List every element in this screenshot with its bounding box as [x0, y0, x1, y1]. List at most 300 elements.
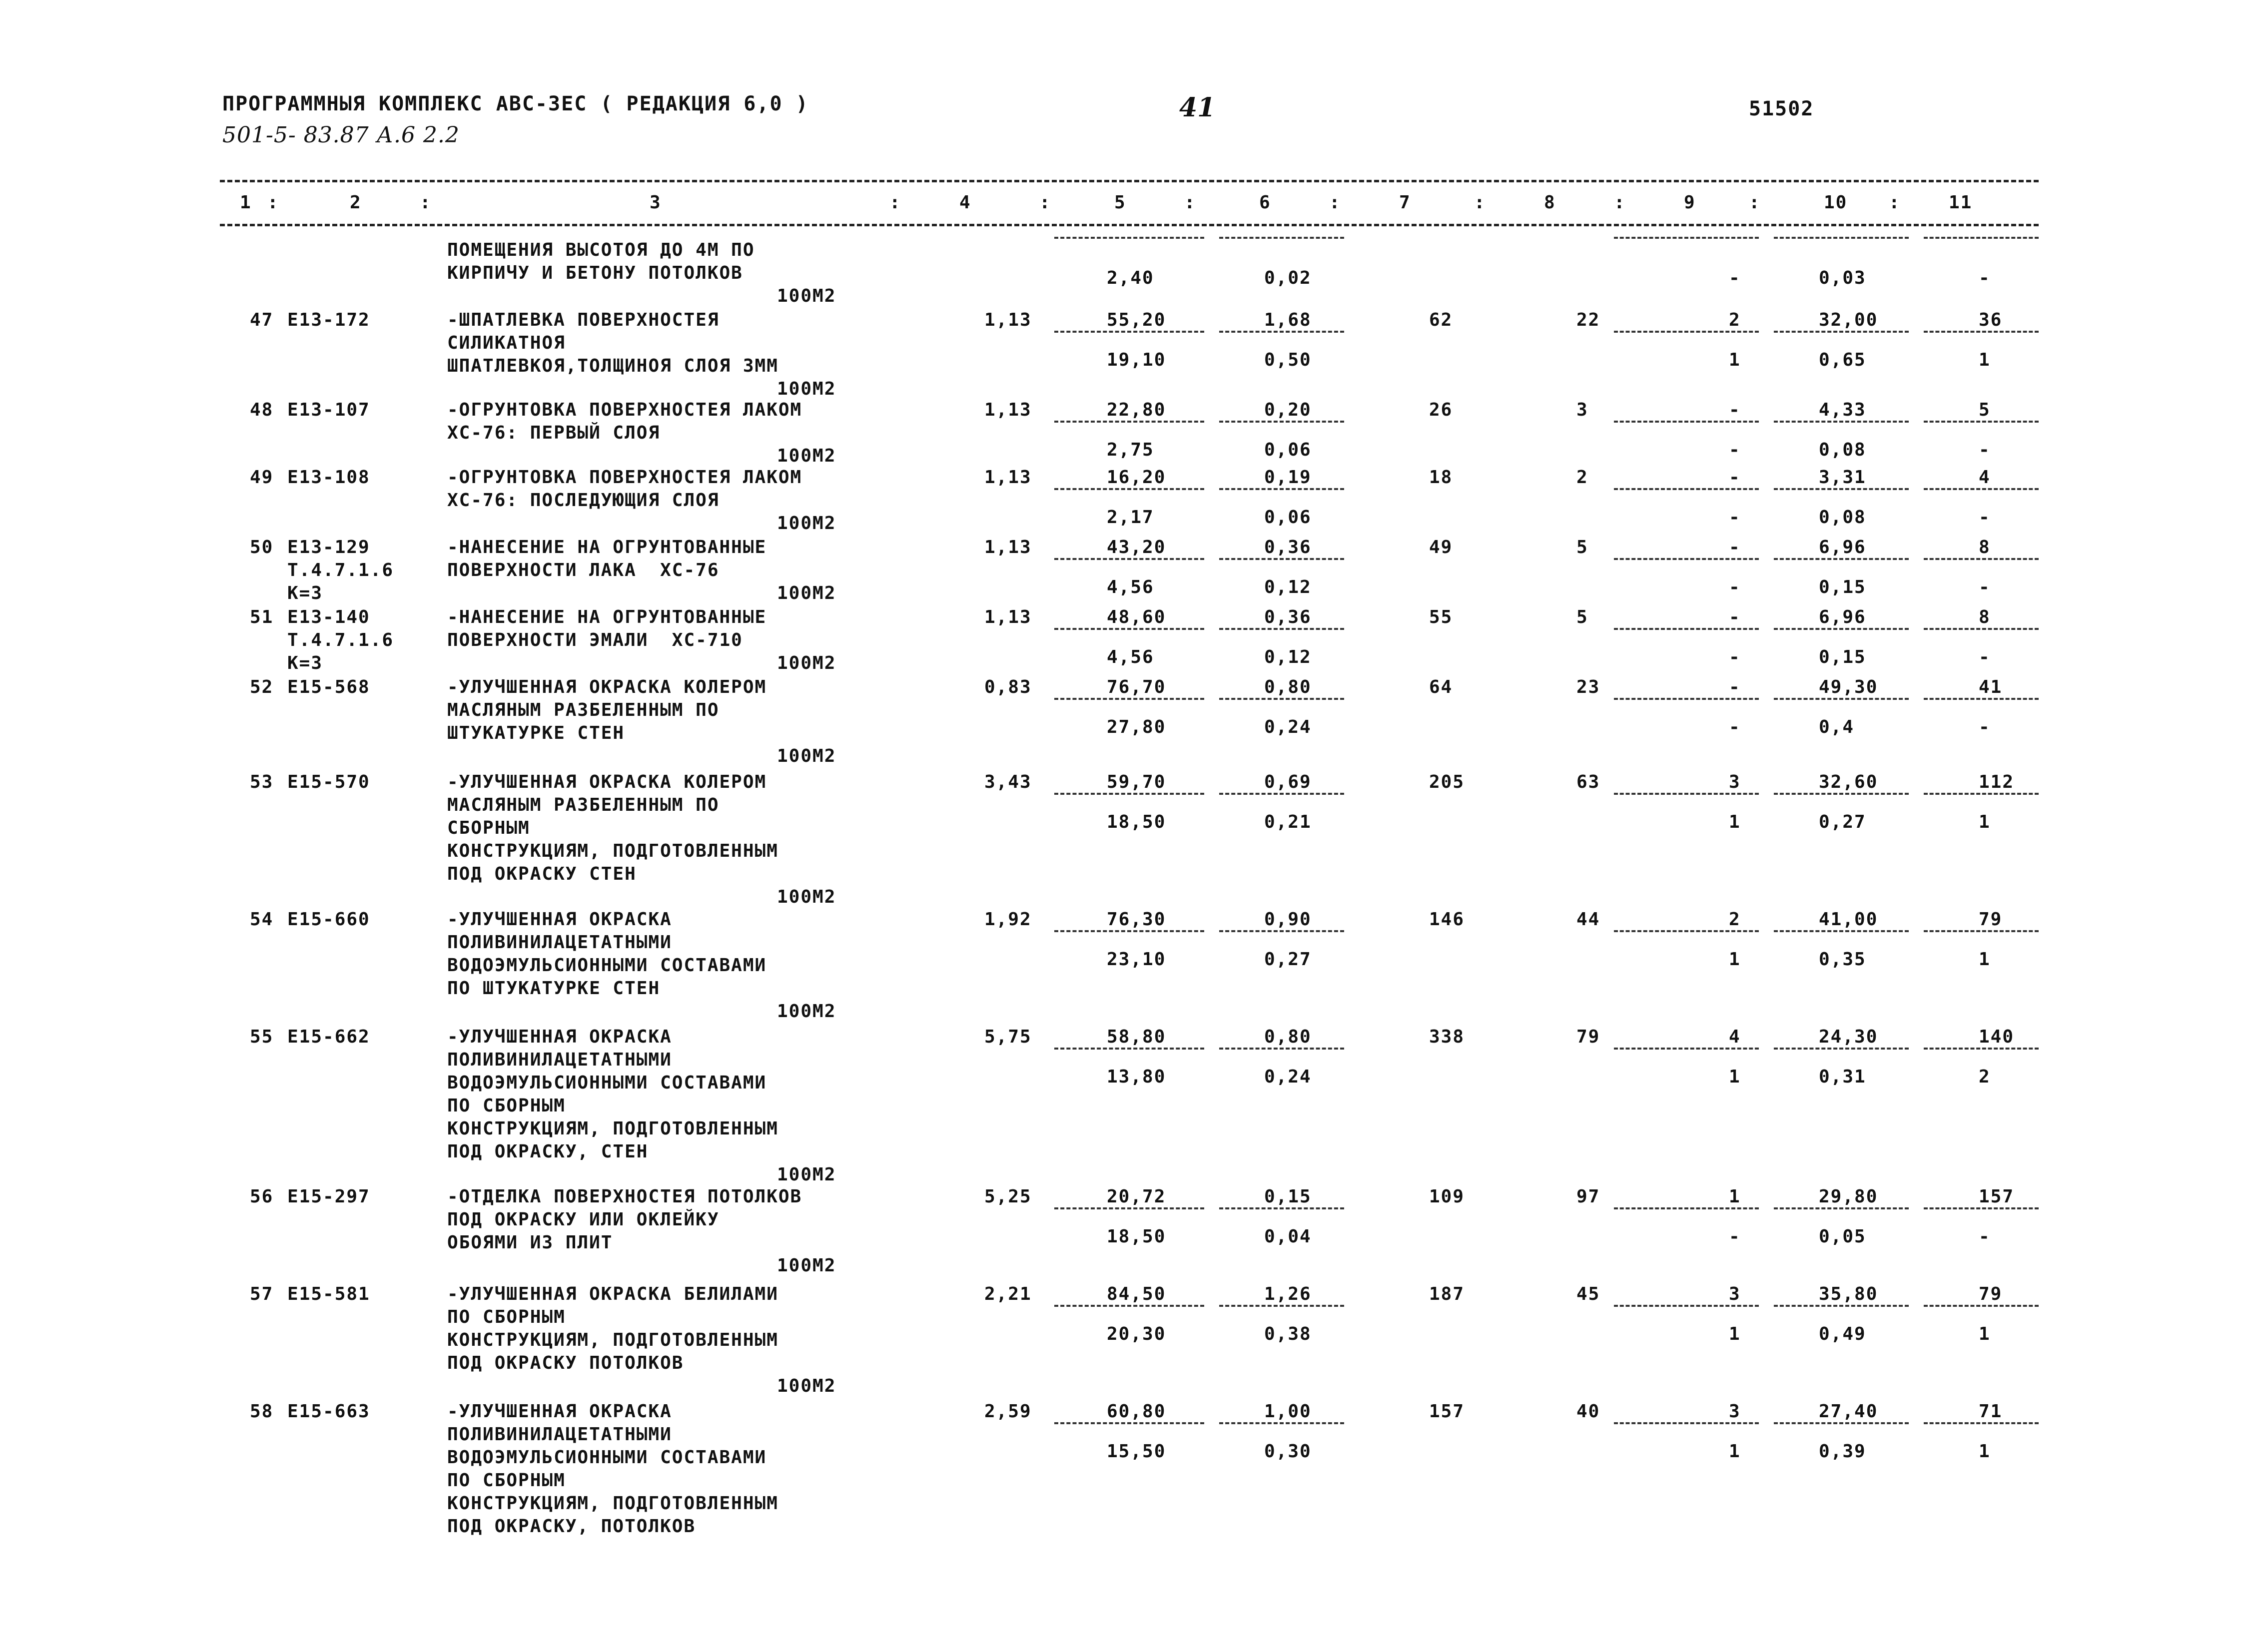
- cell-separator: [1219, 698, 1344, 700]
- measure-unit: 100М2: [777, 286, 836, 306]
- work-description-line: ПОЛИВИНИЛАЦЕТАТНЫМИ: [447, 1050, 672, 1070]
- column-header-19: :: [1889, 192, 1901, 213]
- cell-separator: [1614, 1422, 1759, 1424]
- work-description-line: -ОТДЕЛКА ПОВЕРХНОСТЕЯ ПОТОЛКОВ: [447, 1186, 802, 1207]
- value-c6: 0,19: [1264, 467, 1312, 488]
- value-c5: 76,30: [1107, 909, 1166, 930]
- measure-unit: 100М2: [777, 379, 836, 399]
- value-c9: 3: [1729, 772, 1741, 792]
- value-c5b: 23,10: [1107, 949, 1166, 970]
- value-c11: 4: [1979, 467, 1991, 488]
- value-c5: 60,80: [1107, 1401, 1166, 1422]
- value-c5b: 18,50: [1107, 1226, 1166, 1247]
- cell-separator: [1924, 1305, 2039, 1307]
- row-number: 57: [250, 1284, 274, 1304]
- value-c6: 0,20: [1264, 400, 1312, 420]
- cell-separator: [1054, 628, 1204, 630]
- rate-code: Е15-662: [287, 1027, 370, 1047]
- value-c9b: -: [1729, 1226, 1741, 1247]
- work-description-line: ПО СБОРНЫМ: [447, 1096, 566, 1116]
- cell-separator: [1924, 237, 2039, 239]
- cell-separator: [1774, 558, 1909, 560]
- value-c6: 0,90: [1264, 909, 1312, 930]
- row-number: 55: [250, 1027, 274, 1047]
- row-number: 47: [250, 310, 274, 330]
- value-c9b: 1: [1729, 1067, 1741, 1087]
- value-c5: 58,80: [1107, 1027, 1166, 1047]
- value-c11b: -: [1979, 647, 1991, 667]
- value-c11b: 1: [1979, 1324, 1991, 1344]
- value-c6: 1,00: [1264, 1401, 1312, 1422]
- work-description-line: ХС-76: ПЕРВЫЙ СЛОЯ: [447, 423, 661, 443]
- value-c9b: 1: [1729, 812, 1741, 832]
- value-c4: 5,25: [984, 1186, 1032, 1207]
- value-c10b: 0,03: [1819, 268, 1866, 288]
- value-c10b: 0,27: [1819, 812, 1866, 832]
- value-c6b: 0,12: [1264, 647, 1312, 667]
- rate-coefficient: К=3: [287, 653, 323, 673]
- value-c9b: 1: [1729, 1441, 1741, 1462]
- value-c5: 22,80: [1107, 400, 1166, 420]
- value-c10: 6,96: [1819, 537, 1866, 557]
- cell-separator: [1219, 930, 1344, 932]
- rate-code: Е15-568: [287, 677, 370, 697]
- cell-separator: [1219, 628, 1344, 630]
- measure-unit: 100М2: [777, 513, 836, 534]
- value-c7: 62: [1429, 310, 1453, 330]
- value-c7: 146: [1429, 909, 1465, 930]
- column-header-17: :: [1749, 192, 1761, 213]
- value-c8: 97: [1576, 1186, 1600, 1207]
- value-c6: 0,80: [1264, 1027, 1312, 1047]
- cell-separator: [1924, 1207, 2039, 1209]
- value-c10b: 0,15: [1819, 647, 1866, 667]
- cell-separator: [1774, 488, 1909, 490]
- cell-separator: [1774, 421, 1909, 423]
- value-c10: 49,30: [1819, 677, 1878, 697]
- value-c8: 40: [1576, 1401, 1600, 1422]
- value-c4: 2,59: [984, 1401, 1032, 1422]
- cell-separator: [1219, 237, 1344, 239]
- value-c11b: -: [1979, 1226, 1991, 1247]
- value-c8: 63: [1576, 772, 1600, 792]
- value-c8: 22: [1576, 310, 1600, 330]
- work-description-line: -ОГРУНТОВКА ПОВЕРХНОСТЕЯ ЛАКОМ: [447, 400, 802, 420]
- cell-separator: [1924, 421, 2039, 423]
- value-c5b: 4,56: [1107, 647, 1154, 667]
- row-number: 58: [250, 1401, 274, 1422]
- cell-separator: [1924, 558, 2039, 560]
- value-c11: 157: [1979, 1186, 2015, 1207]
- cell-separator: [1774, 237, 1909, 239]
- cell-separator: [1054, 237, 1204, 239]
- measure-unit: 100М2: [777, 1164, 836, 1185]
- row-number: 53: [250, 772, 274, 792]
- cell-separator: [1614, 793, 1759, 795]
- cell-separator: [1774, 1422, 1909, 1424]
- work-description-line: ХС-76: ПОСЛЕДУЮЩИЯ СЛОЯ: [447, 490, 720, 511]
- value-c5: 16,20: [1107, 467, 1166, 488]
- value-c10b: 0,49: [1819, 1324, 1866, 1344]
- row-number: 56: [250, 1186, 274, 1207]
- cell-separator: [1924, 1048, 2039, 1050]
- value-c4: 1,13: [984, 467, 1032, 488]
- cell-separator: [1054, 1305, 1204, 1307]
- work-description-line: ПОЛИВИНИЛАЦЕТАТНЫМИ: [447, 932, 672, 953]
- rate-code-note: Т.4.7.1.6: [287, 630, 394, 650]
- cell-separator: [1774, 793, 1909, 795]
- work-description-line: -УЛУЧШЕННАЯ ОКРАСКА: [447, 909, 672, 930]
- work-description-line: ПОМЕЩЕНИЯ ВЫСОТОЯ ДО 4М ПО: [447, 240, 755, 260]
- work-description-line: -УЛУЧШЕННАЯ ОКРАСКА: [447, 1027, 672, 1047]
- cell-separator: [1054, 1207, 1204, 1209]
- column-header-4: 3: [650, 192, 662, 213]
- value-c9: 3: [1729, 1401, 1741, 1422]
- value-c4: 2,21: [984, 1284, 1032, 1304]
- cell-separator: [1774, 930, 1909, 932]
- value-c11: 140: [1979, 1027, 2015, 1047]
- value-c8: 23: [1576, 677, 1600, 697]
- measure-unit: 100М2: [777, 446, 836, 466]
- value-c5: 76,70: [1107, 677, 1166, 697]
- value-c6b: 0,02: [1264, 268, 1312, 288]
- column-header-14: 8: [1544, 192, 1556, 213]
- work-description-line: ШПАТЛЕВКОЯ,ТОЛЩИНОЯ СЛОЯ 3ММ: [447, 356, 778, 376]
- value-c9b: -: [1729, 440, 1741, 460]
- cell-separator: [1219, 1305, 1344, 1307]
- cell-separator: [1054, 488, 1204, 490]
- row-number: 50: [250, 537, 274, 557]
- value-c7: 187: [1429, 1284, 1465, 1304]
- value-c10: 35,80: [1819, 1284, 1878, 1304]
- value-c11b: -: [1979, 577, 1991, 597]
- value-c10b: 0,65: [1819, 350, 1866, 370]
- document-code: 51502: [1749, 97, 1814, 120]
- value-c10b: 0,08: [1819, 507, 1866, 528]
- value-c7: 18: [1429, 467, 1453, 488]
- value-c6: 0,36: [1264, 607, 1312, 627]
- work-description-line: -НАНЕСЕНИЕ НА ОГРУНТОВАННЫЕ: [447, 537, 767, 557]
- cell-separator: [1924, 1422, 2039, 1424]
- value-c4: 1,13: [984, 400, 1032, 420]
- column-header-13: :: [1474, 192, 1486, 213]
- value-c10b: 0,31: [1819, 1067, 1866, 1087]
- page-number: 41: [1179, 92, 1216, 123]
- rate-coefficient: К=3: [287, 583, 323, 603]
- value-c5: 84,50: [1107, 1284, 1166, 1304]
- value-c11: 8: [1979, 607, 1991, 627]
- value-c9b: 1: [1729, 949, 1741, 970]
- program-title: ПРОГРАММНЫЯ КОМПЛЕКС АВС-ЗЕС ( РЕДАКЦИЯ 6,0 ): [222, 92, 809, 115]
- value-c8: 3: [1576, 400, 1588, 420]
- work-description-line: МАСЛЯНЫМ РАЗБЕЛЕННЫМ ПО: [447, 795, 720, 815]
- value-c10: 41,00: [1819, 909, 1878, 930]
- column-header-12: 7: [1399, 192, 1411, 213]
- value-c9: -: [1729, 467, 1741, 488]
- value-c9b: -: [1729, 507, 1741, 528]
- rate-code: Е13-172: [287, 310, 370, 330]
- work-description-line: ПОД ОКРАСКУ, СТЕН: [447, 1141, 649, 1162]
- measure-unit: 100М2: [777, 583, 836, 603]
- column-header-20: 11: [1949, 192, 1973, 213]
- value-c11: 79: [1979, 909, 2003, 930]
- cell-separator: [1774, 331, 1909, 333]
- work-description-line: КОНСТРУКЦИЯМ, ПОДГОТОВЛЕННЫМ: [447, 1118, 778, 1139]
- value-c7: 205: [1429, 772, 1465, 792]
- value-c6b: 0,06: [1264, 507, 1312, 528]
- cell-separator: [1924, 793, 2039, 795]
- column-header-8: 5: [1114, 192, 1126, 213]
- value-c7: 49: [1429, 537, 1453, 557]
- value-c11: 5: [1979, 400, 1991, 420]
- value-c7: 109: [1429, 1186, 1465, 1207]
- work-description-line: КОНСТРУКЦИЯМ, ПОДГОТОВЛЕННЫМ: [447, 841, 778, 861]
- value-c9: 2: [1729, 310, 1741, 330]
- measure-unit: 100М2: [777, 653, 836, 673]
- work-description-line: -ОГРУНТОВКА ПОВЕРХНОСТЕЯ ЛАКОМ: [447, 467, 802, 488]
- work-description-line: ВОДОЭМУЛЬСИОННЫМИ СОСТАВАМИ: [447, 955, 767, 976]
- value-c10: 6,96: [1819, 607, 1866, 627]
- value-c4: 5,75: [984, 1027, 1032, 1047]
- value-c4: 0,83: [984, 677, 1032, 697]
- row-number: 51: [250, 607, 274, 627]
- value-c9b: 1: [1729, 350, 1741, 370]
- cell-separator: [1614, 1207, 1759, 1209]
- cell-separator: [1054, 930, 1204, 932]
- value-c5b: 13,80: [1107, 1067, 1166, 1087]
- value-c8: 2: [1576, 467, 1588, 488]
- work-description-line: КОНСТРУКЦИЯМ, ПОДГОТОВЛЕННЫМ: [447, 1330, 778, 1350]
- value-c6b: 0,12: [1264, 577, 1312, 597]
- cell-separator: [1614, 698, 1759, 700]
- cell-separator: [1054, 793, 1204, 795]
- cell-separator: [1774, 628, 1909, 630]
- work-description-line: -УЛУЧШЕННАЯ ОКРАСКА КОЛЕРОМ: [447, 772, 767, 792]
- value-c10b: 0,39: [1819, 1441, 1866, 1462]
- value-c11b: 2: [1979, 1067, 1991, 1087]
- value-c11: 71: [1979, 1401, 2003, 1422]
- work-description-line: ОБОЯМИ ИЗ ПЛИТ: [447, 1232, 613, 1253]
- measure-unit: 100М2: [777, 746, 836, 766]
- value-c4: 3,43: [984, 772, 1032, 792]
- value-c7: 26: [1429, 400, 1453, 420]
- value-c10: 29,80: [1819, 1186, 1878, 1207]
- value-c6b: 0,24: [1264, 1067, 1312, 1087]
- cell-separator: [1774, 698, 1909, 700]
- rate-code-note: Т.4.7.1.6: [287, 560, 394, 580]
- cell-separator: [1924, 628, 2039, 630]
- cell-separator: [1924, 488, 2039, 490]
- column-header-15: :: [1614, 192, 1626, 213]
- value-c7: 338: [1429, 1027, 1465, 1047]
- measure-unit: 100М2: [777, 887, 836, 907]
- value-c10: 32,60: [1819, 772, 1878, 792]
- value-c6: 0,15: [1264, 1186, 1312, 1207]
- measure-unit: 100М2: [777, 1376, 836, 1396]
- cell-separator: [1614, 331, 1759, 333]
- value-c5b: 27,80: [1107, 717, 1166, 737]
- column-header-5: :: [889, 192, 901, 213]
- value-c6: 0,80: [1264, 677, 1312, 697]
- value-c6b: 0,06: [1264, 440, 1312, 460]
- work-description-line: -УЛУЧШЕННАЯ ОКРАСКА: [447, 1401, 672, 1422]
- cell-separator: [1219, 488, 1344, 490]
- rate-code: Е13-107: [287, 400, 370, 420]
- cell-separator: [1054, 331, 1204, 333]
- work-description-line: ПОВЕРХНОСТИ ЭМАЛИ ХС-710: [447, 630, 743, 650]
- cell-separator: [1774, 1207, 1909, 1209]
- value-c10: 3,31: [1819, 467, 1866, 488]
- value-c11b: -: [1979, 717, 1991, 737]
- work-description-line: ПОД ОКРАСКУ, ПОТОЛКОВ: [447, 1516, 696, 1537]
- value-c5b: 2,75: [1107, 440, 1154, 460]
- value-c10: 32,00: [1819, 310, 1878, 330]
- value-c10b: 0,08: [1819, 440, 1866, 460]
- row-number: 48: [250, 400, 274, 420]
- work-description-line: СИЛИКАТНОЯ: [447, 333, 566, 353]
- column-header-0: 1: [240, 192, 252, 213]
- work-description-line: ПОД ОКРАСКУ ИЛИ ОКЛЕЙКУ: [447, 1209, 720, 1230]
- row-number: 52: [250, 677, 274, 697]
- value-c4: 1,92: [984, 909, 1032, 930]
- work-description-line: -УЛУЧШЕННАЯ ОКРАСКА КОЛЕРОМ: [447, 677, 767, 697]
- column-header-3: :: [420, 192, 432, 213]
- work-description-line: ПО СБОРНЫМ: [447, 1307, 566, 1327]
- cell-separator: [1219, 1207, 1344, 1209]
- work-description-line: КОНСТРУКЦИЯМ, ПОДГОТОВЛЕННЫМ: [447, 1493, 778, 1514]
- value-c5: 59,70: [1107, 772, 1166, 792]
- value-c9b: 1: [1729, 1324, 1741, 1344]
- row-number: 49: [250, 467, 274, 488]
- work-description-line: ПОВЕРХНОСТИ ЛАКА ХС-76: [447, 560, 720, 580]
- value-c5b: 20,30: [1107, 1324, 1166, 1344]
- work-description-line: ПОЛИВИНИЛАЦЕТАТНЫМИ: [447, 1424, 672, 1445]
- value-c8: 5: [1576, 607, 1588, 627]
- value-c6: 0,69: [1264, 772, 1312, 792]
- value-c8: 44: [1576, 909, 1600, 930]
- cell-separator: [1774, 1048, 1909, 1050]
- cell-separator: [1614, 930, 1759, 932]
- value-c10: 4,33: [1819, 400, 1866, 420]
- value-c5b: 2,40: [1107, 268, 1154, 288]
- value-c9: -: [1729, 400, 1741, 420]
- document-reference: 501-5- 83.87 А.6 2.2: [222, 122, 460, 148]
- cell-separator: [1219, 331, 1344, 333]
- column-header-6: 4: [959, 192, 971, 213]
- column-header-18: 10: [1824, 192, 1848, 213]
- value-c6b: 0,04: [1264, 1226, 1312, 1247]
- value-c5: 55,20: [1107, 310, 1166, 330]
- column-header-2: 2: [350, 192, 362, 213]
- cell-separator: [1774, 1305, 1909, 1307]
- value-c10b: 0,4: [1819, 717, 1855, 737]
- value-c10: 24,30: [1819, 1027, 1878, 1047]
- value-c5b: 2,17: [1107, 507, 1154, 528]
- value-c11b: 1: [1979, 350, 1991, 370]
- value-c11: 8: [1979, 537, 1991, 557]
- value-c11: 112: [1979, 772, 2015, 792]
- column-header-16: 9: [1684, 192, 1696, 213]
- value-c9b: -: [1729, 717, 1741, 737]
- rate-code: Е15-297: [287, 1186, 370, 1207]
- cell-separator: [1219, 421, 1344, 423]
- value-c6b: 0,21: [1264, 812, 1312, 832]
- value-c9: -: [1729, 607, 1741, 627]
- value-c11b: 1: [1979, 1441, 1991, 1462]
- work-description-line: -УЛУЧШЕННАЯ ОКРАСКА БЕЛИЛАМИ: [447, 1284, 778, 1304]
- value-c8: 5: [1576, 537, 1588, 557]
- work-description-line: ПОД ОКРАСКУ ПОТОЛКОВ: [447, 1353, 684, 1373]
- cell-separator: [1219, 1048, 1344, 1050]
- value-c9: 3: [1729, 1284, 1741, 1304]
- value-c4: 1,13: [984, 310, 1032, 330]
- value-c6b: 0,38: [1264, 1324, 1312, 1344]
- value-c4: 1,13: [984, 537, 1032, 557]
- value-c9b: -: [1729, 647, 1741, 667]
- value-c11b: -: [1979, 268, 1991, 288]
- work-description-line: ПОД ОКРАСКУ СТЕН: [447, 864, 637, 884]
- value-c8: 79: [1576, 1027, 1600, 1047]
- work-description-line: ШТУКАТУРКЕ СТЕН: [447, 723, 625, 743]
- value-c5b: 15,50: [1107, 1441, 1166, 1462]
- value-c5: 48,60: [1107, 607, 1166, 627]
- value-c8: 45: [1576, 1284, 1600, 1304]
- cell-separator: [1924, 930, 2039, 932]
- work-description-line: ВОДОЭМУЛЬСИОННЫМИ СОСТАВАМИ: [447, 1447, 767, 1468]
- cell-separator: [1924, 331, 2039, 333]
- value-c9: -: [1729, 677, 1741, 697]
- value-c9: 1: [1729, 1186, 1741, 1207]
- value-c9b: -: [1729, 268, 1741, 288]
- value-c6: 1,26: [1264, 1284, 1312, 1304]
- cell-separator: [1614, 558, 1759, 560]
- value-c10: 27,40: [1819, 1401, 1878, 1422]
- column-header-11: :: [1329, 192, 1341, 213]
- cell-separator: [1219, 558, 1344, 560]
- rate-code: Е15-581: [287, 1284, 370, 1304]
- value-c11b: -: [1979, 440, 1991, 460]
- value-c6b: 0,27: [1264, 949, 1312, 970]
- cell-separator: [1614, 1048, 1759, 1050]
- value-c4: 1,13: [984, 607, 1032, 627]
- column-header-9: :: [1184, 192, 1196, 213]
- cell-separator: [1219, 1422, 1344, 1424]
- value-c5b: 18,50: [1107, 812, 1166, 832]
- rate-code: Е15-663: [287, 1401, 370, 1422]
- column-header-10: 6: [1259, 192, 1271, 213]
- value-c6: 1,68: [1264, 310, 1312, 330]
- value-c5b: 4,56: [1107, 577, 1154, 597]
- value-c11b: 1: [1979, 949, 1991, 970]
- work-description-line: СБОРНЫМ: [447, 818, 530, 838]
- cell-separator: [1614, 421, 1759, 423]
- value-c7: 64: [1429, 677, 1453, 697]
- row-number: 54: [250, 909, 274, 930]
- cell-separator: [1054, 698, 1204, 700]
- rate-code: Е13-140: [287, 607, 370, 627]
- rate-code: Е15-570: [287, 772, 370, 792]
- value-c9: 4: [1729, 1027, 1741, 1047]
- column-header-1: :: [267, 192, 279, 213]
- value-c5b: 19,10: [1107, 350, 1166, 370]
- value-c7: 157: [1429, 1401, 1465, 1422]
- value-c11b: 1: [1979, 812, 1991, 832]
- work-description-line: -НАНЕСЕНИЕ НА ОГРУНТОВАННЫЕ: [447, 607, 767, 627]
- value-c9: 2: [1729, 909, 1741, 930]
- cell-separator: [1054, 558, 1204, 560]
- value-c10b: 0,35: [1819, 949, 1866, 970]
- value-c5: 43,20: [1107, 537, 1166, 557]
